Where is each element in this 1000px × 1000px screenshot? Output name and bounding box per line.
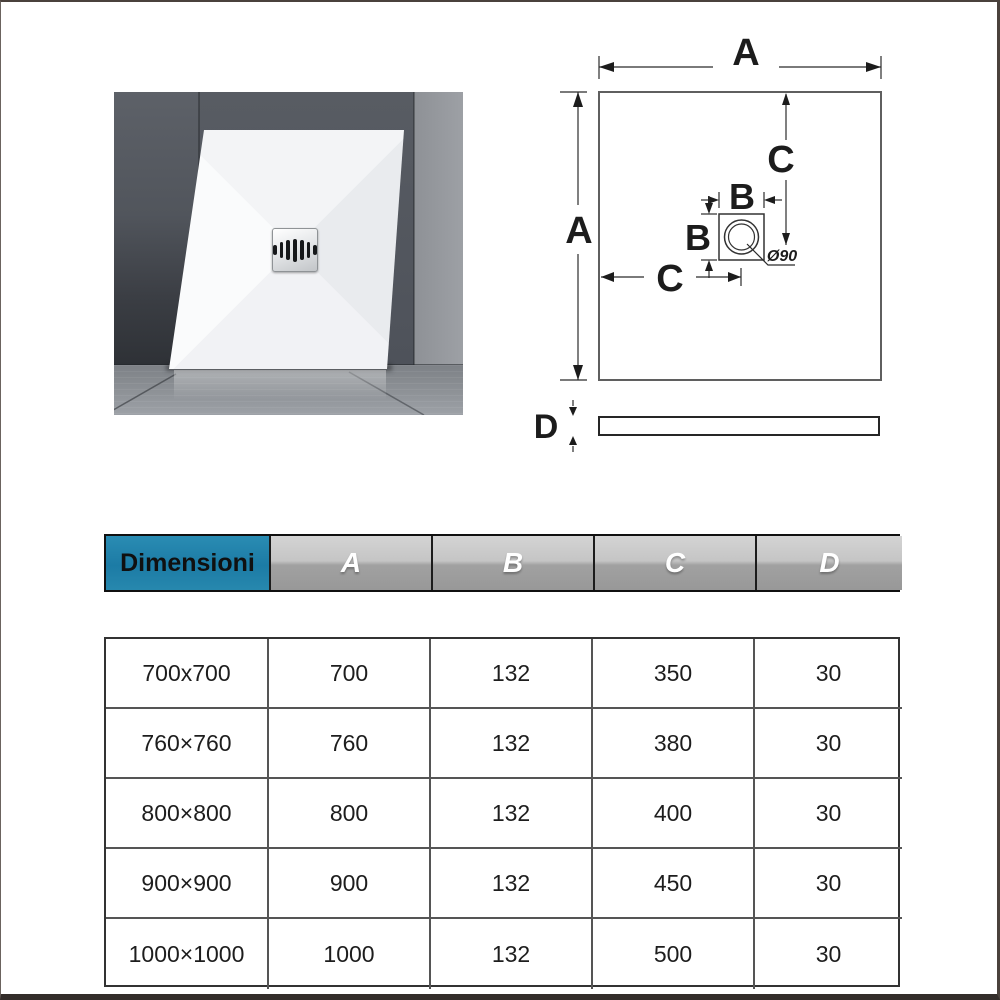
dim-label-C-vertical: C — [767, 139, 795, 181]
wall-panel-light-right — [414, 92, 463, 365]
arrowhead-up — [569, 436, 577, 445]
table-cell: 132 — [431, 709, 593, 779]
table-cell: 132 — [431, 919, 593, 989]
table-cell: 450 — [593, 849, 755, 919]
header-cell-dimensioni: Dimensioni — [106, 536, 269, 590]
product-photo — [114, 92, 463, 415]
arrowhead-down — [569, 407, 577, 416]
table-cell: 30 — [815, 940, 842, 967]
table-cell: 500 — [593, 919, 755, 989]
table-cell: 1000×1000 — [106, 919, 269, 989]
table-cell: 30 — [755, 849, 902, 919]
tray-side-profile — [599, 417, 879, 435]
tray-floor-reflection — [174, 370, 386, 400]
drain-slot — [280, 242, 284, 258]
drain-cover — [272, 228, 318, 272]
header-cell-c: C — [593, 536, 755, 590]
table-cell: 400 — [593, 779, 755, 849]
header-cell-b: B — [431, 536, 593, 590]
drain-slot — [300, 240, 304, 260]
table-cell: 900 — [269, 849, 431, 919]
drain-slot — [286, 240, 290, 260]
arrowhead-left — [599, 62, 614, 72]
wall-seam — [413, 92, 415, 365]
dimension-diagram — [531, 12, 1000, 462]
size-table-body — [104, 637, 900, 987]
table-cell: 760 — [269, 709, 431, 779]
table-cell: 132 — [431, 779, 593, 849]
dim-label-D: D — [533, 408, 559, 446]
dim-label-A-top: A — [732, 32, 760, 74]
dim-label-C-horizontal: C — [656, 258, 684, 300]
table-cell: 700x700 — [106, 639, 269, 709]
dim-label-B-left: B — [685, 217, 711, 258]
table-cell: 380 — [593, 709, 755, 779]
floor-tile-seam — [114, 374, 176, 413]
table-cell: 800 — [269, 779, 431, 849]
table-cell: 900×900 — [106, 849, 269, 919]
table-cell: 30 — [755, 779, 902, 849]
header-cell-a: A — [269, 536, 431, 590]
table-cell: 30 — [755, 709, 902, 779]
arrowhead-up — [573, 92, 583, 107]
table-cell: 350 — [593, 639, 755, 709]
table-cell: 132 — [431, 639, 593, 709]
drain-slot — [307, 242, 311, 258]
table-cell: 30 — [755, 639, 902, 709]
drain-slot — [273, 245, 277, 255]
dim-label-A-left: A — [565, 210, 593, 252]
table-cell: 800×800 — [106, 779, 269, 849]
arrowhead-right — [866, 62, 881, 72]
drain-slot — [313, 245, 317, 255]
drain-square — [719, 214, 764, 260]
dim-label-B-top: B — [729, 176, 755, 217]
drain-slot — [293, 239, 297, 262]
table-cell: 760×760 — [106, 709, 269, 779]
header-cell-d: D — [755, 536, 902, 590]
drain-diameter-label: Ø90 — [766, 248, 798, 265]
table-cell: 132 — [431, 849, 593, 919]
table-cell: 1000 — [269, 919, 431, 989]
arrowhead-down — [573, 365, 583, 380]
size-table-header — [104, 534, 900, 592]
table-cell: 700 — [269, 639, 431, 709]
